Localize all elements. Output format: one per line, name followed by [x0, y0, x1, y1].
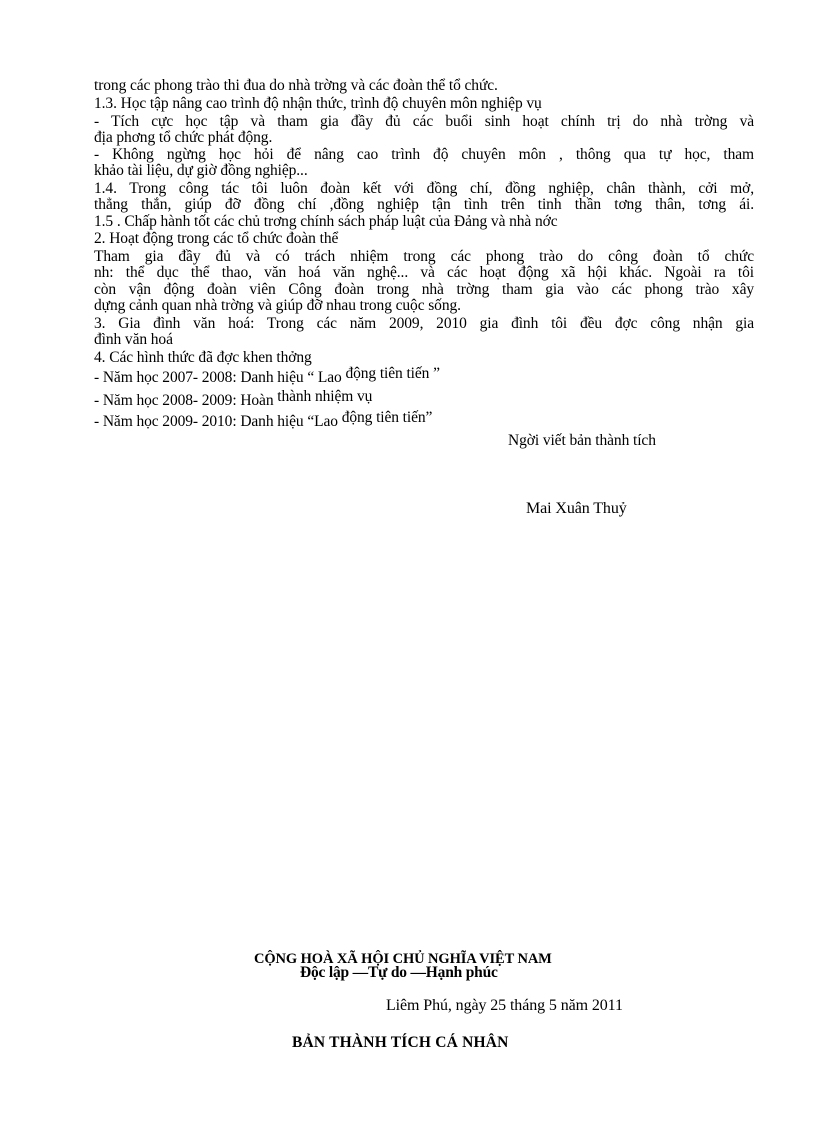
award-line	[94, 388, 754, 409]
body-line: nh: thể dục thể thao, văn hoá văn nghệ... và các hoạt động xã hội khác. Ngoài ra tôi	[94, 264, 754, 281]
section-heading-1-5: 1.5 . Chấp hành tốt các chủ trơng chính sách pháp luật của Đảng và nhà nớc	[94, 213, 558, 230]
signer-name: Mai Xuân Thuỷ	[526, 500, 627, 517]
award-prefix: - Năm học 2007- 2008: Danh hiệu “ Lao	[94, 369, 346, 386]
body-line: khảo tài liệu, dự giờ đồng nghiệp...	[94, 162, 308, 179]
signature-label: Ngời viết bản thành tích	[508, 432, 656, 449]
award-suffix: động tiên tiến ”	[345, 365, 440, 382]
award-prefix: - Năm học 2009- 2010: Danh hiệu “Lao	[94, 413, 342, 430]
section-heading-1-3: 1.3. Học tập nâng cao trình độ nhận thức, trình độ chuyên môn nghiệp vụ	[94, 95, 542, 112]
award-line	[94, 409, 754, 430]
award-line	[94, 365, 754, 386]
section-heading-2: 2. Hoạt động trong các tổ chức đoàn thể	[94, 230, 339, 247]
body-line: - Không ngừng học hỏi để nâng cao trình độ chuyên môn , thông qua tự học, tham	[94, 146, 754, 163]
body-line: còn vận động đoàn viên Công đoàn trong nhà trờng tham gia vào các phong trào xây	[94, 281, 754, 298]
body-line: địa phơng tổ chức phát động.	[94, 129, 273, 146]
body-line: đình văn hoá	[94, 331, 173, 348]
national-title: CỘNG HOÀ XÃ HỘI CHỦ NGHĨA VIỆT NAM	[254, 951, 552, 967]
award-prefix: - Năm học 2008- 2009: Hoàn	[94, 392, 278, 409]
body-line: dựng cảnh quan nhà trờng và giúp đỡ nhau trong cuộc sống.	[94, 297, 461, 314]
body-line: trong các phong trào thi đua do nhà trờng và các đoàn thể tổ chức.	[94, 77, 498, 94]
document-title: BẢN THÀNH TÍCH CÁ NHÂN	[292, 1034, 509, 1051]
award-suffix: động tiên tiến”	[341, 409, 433, 426]
body-line: thẳng thắn, giúp đỡ đồng chí ,đồng nghiệp tận tình trên tinh thần tơng thân, tơng ái.	[94, 196, 754, 213]
award-suffix: thành nhiệm vụ	[277, 388, 373, 405]
section-heading-3: 3. Gia đình văn hoá: Trong các năm 2009, 2010 gia đình tôi đều đợc công nhận gia	[94, 315, 754, 332]
section-heading-1-4: 1.4. Trong công tác tôi luôn đoàn kết với đồng chí, đồng nghiệp, chân thành, cởi mở,	[94, 180, 754, 197]
place-date: Liêm Phú, ngày 25 tháng 5 năm 2011	[386, 997, 623, 1014]
body-line: - Tích cực học tập và tham gia đầy đủ các buổi sinh hoạt chính trị do nhà trờng và	[94, 113, 754, 130]
section-heading-4: 4. Các hình thức đã đợc khen thởng	[94, 349, 312, 366]
body-line: Tham gia đầy đủ và có trách nhiệm trong các phong trào do công đoàn tổ chức	[94, 248, 754, 265]
national-motto: Độc lập —Tự do —Hạnh phúc	[300, 964, 498, 981]
